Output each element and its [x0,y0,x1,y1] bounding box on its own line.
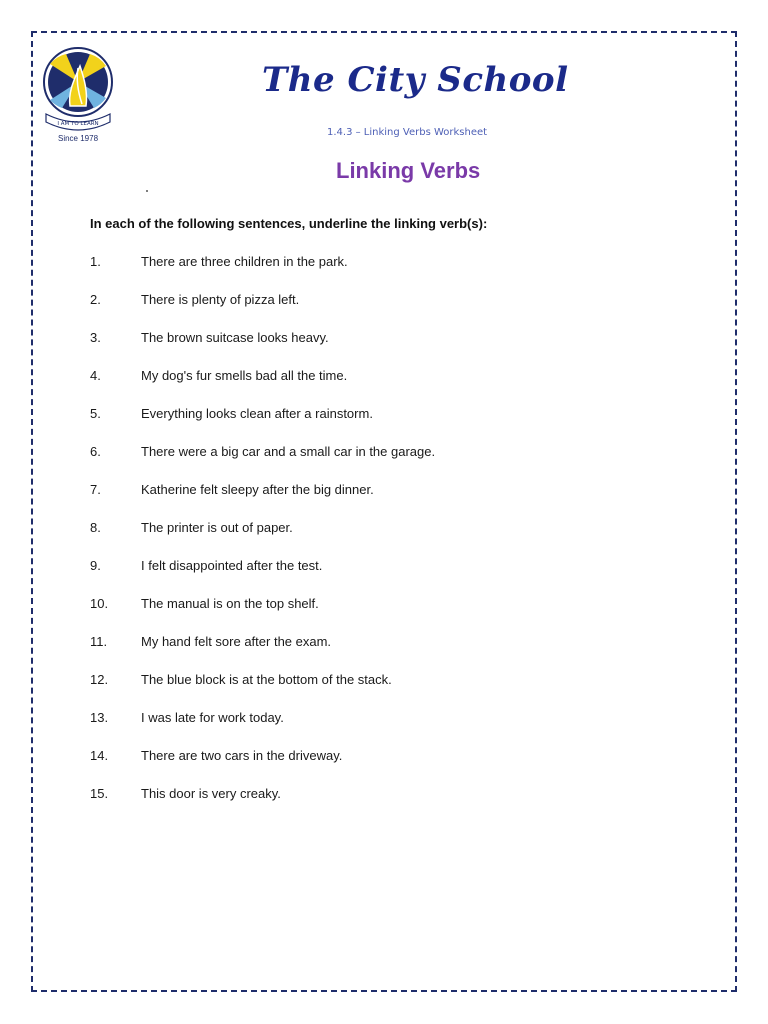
list-item [90,482,435,520]
item-number: 11. [90,634,108,649]
item-number: 4. [90,368,101,383]
item-text: There are three children in the park. [141,254,348,269]
list-item [90,710,435,748]
list-item [90,748,435,786]
item-text: My hand felt sore after the exam. [141,634,332,649]
item-number: 8. [90,520,101,535]
item-text: The printer is out of paper. [141,520,293,535]
item-number: 3. [90,330,101,345]
school-logo [40,44,116,144]
list-item [90,672,435,710]
list-item [90,520,435,558]
list-item [90,444,435,482]
worksheet-subtitle: 1.4.3 – Linking Verbs Worksheet [327,127,488,138]
sentence-list [90,254,435,824]
item-text: My dog's fur smells bad all the time. [141,368,348,383]
page-title: Linking Verbs [336,158,481,183]
item-text: There are two cars in the driveway. [141,748,343,763]
item-text: There were a big car and a small car in the garage. [141,444,436,459]
item-text: This door is very creaky. [141,786,281,801]
list-item [90,596,435,634]
item-text: The brown suitcase looks heavy. [141,330,329,345]
logo-motto: I AM TO LEARN [57,121,99,127]
item-text: There is plenty of pizza left. [141,292,300,307]
item-number: 1. [90,254,101,269]
item-text: The blue block is at the bottom of the stack. [141,672,392,687]
list-item [90,368,435,406]
list-item [90,634,435,672]
list-item [90,406,435,444]
item-number: 9. [90,558,101,573]
item-text: Katherine felt sleepy after the big dinner. [141,482,374,497]
item-number: 5. [90,406,101,421]
instruction-text: In each of the following sentences, underline the linking verb(s): [90,216,488,231]
list-item [90,558,435,596]
item-number: 2. [90,292,101,307]
item-number: 12. [90,672,109,687]
item-number: 15. [90,786,109,801]
item-text: I felt disappointed after the test. [141,558,323,573]
item-number: 14. [90,748,109,763]
list-item [90,330,435,368]
item-number: 10. [90,596,109,611]
item-number: 7. [90,482,101,497]
item-number: 6. [90,444,101,459]
stray-dot [146,190,148,192]
list-item [90,786,435,824]
school-name: The City School [262,60,569,100]
item-text: Everything looks clean after a rainstorm. [141,406,373,421]
list-item [90,254,435,292]
list-item [90,292,435,330]
item-text: I was late for work today. [141,710,284,725]
item-text: The manual is on the top shelf. [141,596,319,611]
item-number: 13. [90,710,109,725]
logo-since: Since 1978 [57,134,99,143]
